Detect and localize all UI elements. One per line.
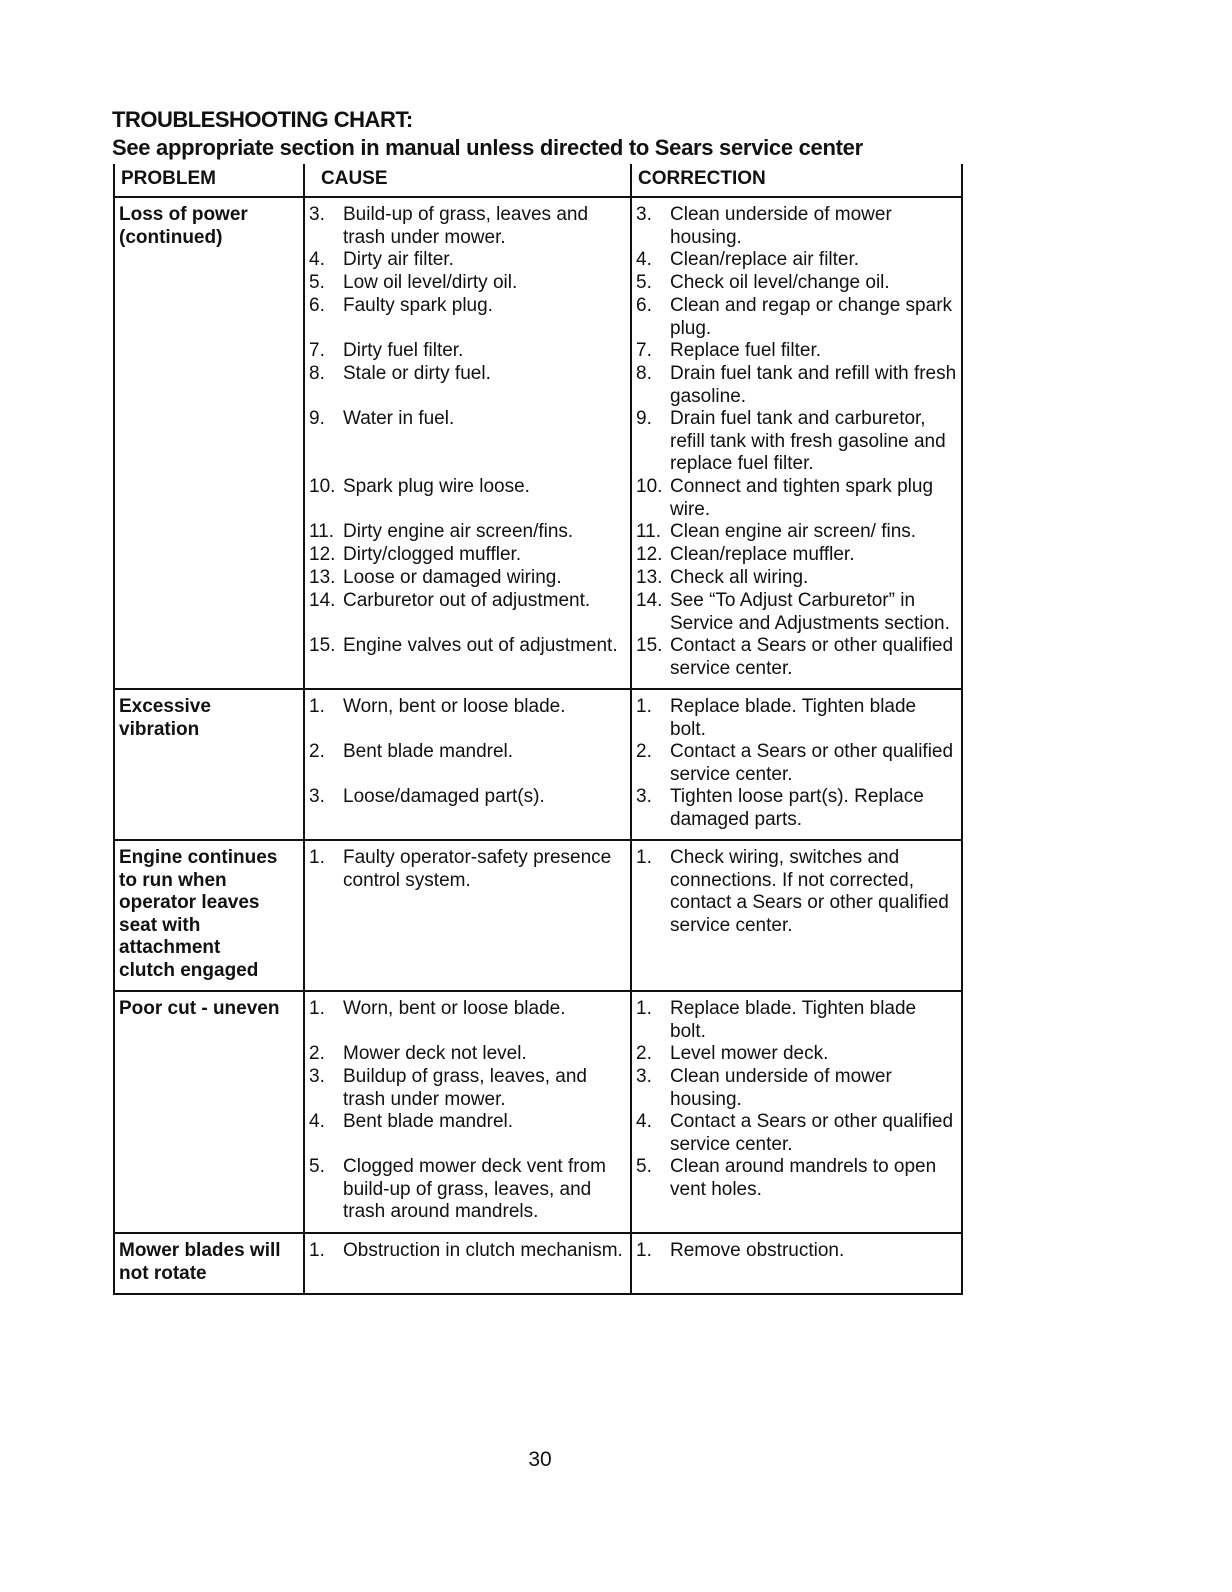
cause-item [309, 363, 626, 408]
correction-item [636, 1043, 957, 1066]
item-text: Stale or dirty fuel. [343, 363, 491, 384]
cause-item [309, 1043, 626, 1066]
problem-cell [114, 197, 304, 689]
cause-item [309, 476, 626, 521]
item-text: Engine valves out of adjustment. [343, 635, 618, 656]
cause-item [309, 249, 626, 272]
item-text: Dirty fuel filter. [343, 340, 464, 361]
problem-text: Excessive vibration [119, 696, 211, 740]
correction-item [636, 590, 957, 635]
item-text: Spark plug wire loose. [343, 476, 530, 497]
item-text: Faulty spark plug. [343, 295, 493, 316]
item-text: Worn, bent or loose blade. [343, 998, 566, 1019]
problem-text: Engine continues to run when operator leaves seat with attachment clutch engaged [119, 847, 278, 981]
item-text: Clean/replace air filter. [670, 249, 860, 270]
item-text: Contact a Sears or other qualified service center. [670, 635, 954, 679]
cause-item [309, 1240, 626, 1263]
cause-item [309, 847, 626, 937]
item-number: 4. [309, 1111, 325, 1132]
item-number: 14. [636, 590, 663, 611]
problem-cell [114, 991, 304, 1233]
table-row [114, 1233, 962, 1294]
item-number: 13. [309, 567, 336, 588]
item-number: 4. [309, 249, 325, 270]
correction-cell [631, 840, 962, 991]
item-number: 4. [636, 1111, 652, 1132]
cause-cell [304, 197, 631, 689]
item-number: 1. [636, 696, 652, 717]
chart-subtitle: See appropriate section in manual unless directed to Sears service center [112, 135, 863, 160]
correction-item [636, 998, 957, 1043]
cause-item [309, 1111, 626, 1156]
item-number: 9. [636, 408, 652, 429]
correction-item [636, 408, 957, 476]
item-number: 11. [309, 521, 335, 542]
cause-cell [304, 840, 631, 991]
problem-text: Poor cut - uneven [119, 998, 280, 1019]
item-text: Clogged mower deck vent from build-up of grass, leaves, and trash around mandrels. [343, 1156, 606, 1222]
correction-item [636, 204, 957, 249]
item-number: 15. [636, 635, 663, 656]
item-text: See “To Adjust Carburetor” in Service and Adjustments section. [670, 590, 950, 634]
item-number: 1. [636, 998, 652, 1019]
item-number: 5. [636, 272, 652, 293]
page-number: 30 [528, 1448, 552, 1471]
cause-item [309, 272, 626, 295]
item-text: Clean engine air screen/ fins. [670, 521, 917, 542]
correction-item [636, 741, 957, 786]
problem-text: Loss of power (continued) [119, 204, 248, 248]
correction-item [636, 567, 957, 590]
item-number: 3. [636, 204, 652, 225]
chart-title: TROUBLESHOOTING CHART: [112, 107, 413, 132]
item-text: Contact a Sears or other qualified service center. [670, 1111, 954, 1155]
correction-cell [631, 1233, 962, 1294]
correction-item [636, 249, 957, 272]
item-number: 2. [636, 1043, 652, 1064]
chart-heading [112, 106, 972, 162]
item-text: Drain fuel tank and carburetor, refill tank with fresh gasoline and replace fuel filter. [670, 408, 946, 474]
cause-item [309, 544, 626, 567]
item-text: Bent blade mandrel. [343, 1111, 514, 1132]
item-number: 13. [636, 567, 663, 588]
item-text: Check oil level/change oil. [670, 272, 890, 293]
item-text: Clean underside of mower housing. [670, 1066, 892, 1110]
item-text: Clean around mandrels to open vent holes. [670, 1156, 937, 1200]
correction-cell [631, 197, 962, 689]
problem-cell [114, 1233, 304, 1294]
item-number: 3. [309, 786, 325, 807]
item-text: Clean and regap or change spark plug. [670, 295, 953, 339]
cause-item [309, 567, 626, 590]
item-text: Replace blade. Tighten blade bolt. [670, 696, 917, 740]
correction-cell [631, 689, 962, 840]
item-number: 8. [309, 363, 325, 384]
item-number: 6. [309, 295, 325, 316]
correction-item [636, 476, 957, 521]
table-row [114, 689, 962, 840]
correction-item [636, 1111, 957, 1156]
problem-cell [114, 689, 304, 840]
item-text: Carburetor out of adjustment. [343, 590, 591, 611]
item-text: Low oil level/dirty oil. [343, 272, 518, 293]
item-text: Buildup of grass, leaves, and trash under mower. [343, 1066, 587, 1110]
correction-item [636, 521, 957, 544]
correction-item [636, 1066, 957, 1111]
cause-item [309, 1066, 626, 1111]
item-text: Mower deck not level. [343, 1043, 527, 1064]
item-number: 1. [309, 847, 325, 868]
item-text: Dirty engine air screen/fins. [343, 521, 574, 542]
item-text: Worn, bent or loose blade. [343, 696, 566, 717]
item-text: Check all wiring. [670, 567, 809, 588]
cause-cell [304, 991, 631, 1233]
item-number: 10. [636, 476, 663, 497]
correction-item [636, 635, 957, 680]
item-number: 4. [636, 249, 652, 270]
item-number: 2. [309, 1043, 325, 1064]
item-number: 3. [636, 786, 652, 807]
item-number: 10. [309, 476, 336, 497]
item-number: 5. [636, 1156, 652, 1177]
item-number: 15. [309, 635, 336, 656]
cause-item [309, 295, 626, 340]
table-body [114, 197, 962, 1294]
item-number: 5. [309, 1156, 325, 1177]
correction-item [636, 340, 957, 363]
item-text: Remove obstruction. [670, 1240, 845, 1261]
header-cause: CAUSE [304, 164, 631, 197]
cause-item [309, 340, 626, 363]
item-number: 2. [636, 741, 652, 762]
table-row [114, 197, 962, 689]
cause-item [309, 696, 626, 741]
item-text: Level mower deck. [670, 1043, 829, 1064]
cause-cell [304, 1233, 631, 1294]
correction-item [636, 786, 957, 831]
header-problem: PROBLEM [114, 164, 304, 197]
item-number: 5. [309, 272, 325, 293]
item-text: Obstruction in clutch mechanism. [343, 1240, 623, 1261]
item-text: Build-up of grass, leaves and trash under mower. [343, 204, 589, 248]
correction-item [636, 696, 957, 741]
correction-item [636, 363, 957, 408]
item-text: Water in fuel. [343, 408, 455, 429]
item-number: 1. [636, 1240, 652, 1261]
cause-item [309, 408, 626, 476]
cause-item [309, 590, 626, 635]
problem-cell [114, 840, 304, 991]
correction-item [636, 1156, 957, 1224]
item-number: 1. [309, 696, 325, 717]
item-number: 12. [309, 544, 336, 565]
item-number: 1. [309, 1240, 325, 1261]
correction-cell [631, 991, 962, 1233]
item-number: 3. [309, 1066, 325, 1087]
item-number: 3. [636, 1066, 652, 1087]
item-number: 7. [636, 340, 652, 361]
problem-text: Mower blades will not rotate [119, 1240, 281, 1284]
item-text: Clean/replace muffler. [670, 544, 855, 565]
item-text: Check wiring, switches and connections. If not corrected, contact a Sears or other qualified service center. [670, 847, 949, 936]
item-text: Replace fuel filter. [670, 340, 822, 361]
troubleshooting-table [113, 164, 963, 1295]
item-number: 6. [636, 295, 652, 316]
cause-item [309, 998, 626, 1043]
item-text: Loose or damaged wiring. [343, 567, 562, 588]
item-number: 1. [636, 847, 652, 868]
cause-item [309, 741, 626, 786]
item-number: 11. [636, 521, 662, 542]
cause-cell [304, 689, 631, 840]
item-text: Dirty/clogged muffler. [343, 544, 522, 565]
item-number: 8. [636, 363, 652, 384]
item-text: Loose/damaged part(s). [343, 786, 545, 807]
table-header-row [114, 164, 962, 197]
cause-item [309, 204, 626, 249]
correction-item [636, 295, 957, 340]
correction-item [636, 1240, 957, 1263]
item-number: 2. [309, 741, 325, 762]
cause-item [309, 786, 626, 831]
item-number: 7. [309, 340, 325, 361]
table-row [114, 991, 962, 1233]
item-text: Replace blade. Tighten blade bolt. [670, 998, 917, 1042]
item-number: 3. [309, 204, 325, 225]
header-correction: CORRECTION [631, 164, 962, 197]
item-number: 14. [309, 590, 336, 611]
item-text: Bent blade mandrel. [343, 741, 514, 762]
cause-item [309, 635, 626, 680]
item-text: Connect and tighten spark plug wire. [670, 476, 934, 520]
item-text: Drain fuel tank and refill with fresh gasoline. [670, 363, 957, 407]
item-text: Faulty operator-safety presence control system. [343, 847, 612, 891]
correction-item [636, 847, 957, 937]
correction-item [636, 544, 957, 567]
item-number: 1. [309, 998, 325, 1019]
table-row [114, 840, 962, 991]
cause-item [309, 521, 626, 544]
item-text: Contact a Sears or other qualified service center. [670, 741, 954, 785]
item-text: Tighten loose part(s). Replace damaged parts. [670, 786, 924, 830]
item-number: 12. [636, 544, 663, 565]
item-text: Clean underside of mower housing. [670, 204, 892, 248]
cause-item [309, 1156, 626, 1224]
item-number: 9. [309, 408, 325, 429]
item-text: Dirty air filter. [343, 249, 454, 270]
correction-item [636, 272, 957, 295]
